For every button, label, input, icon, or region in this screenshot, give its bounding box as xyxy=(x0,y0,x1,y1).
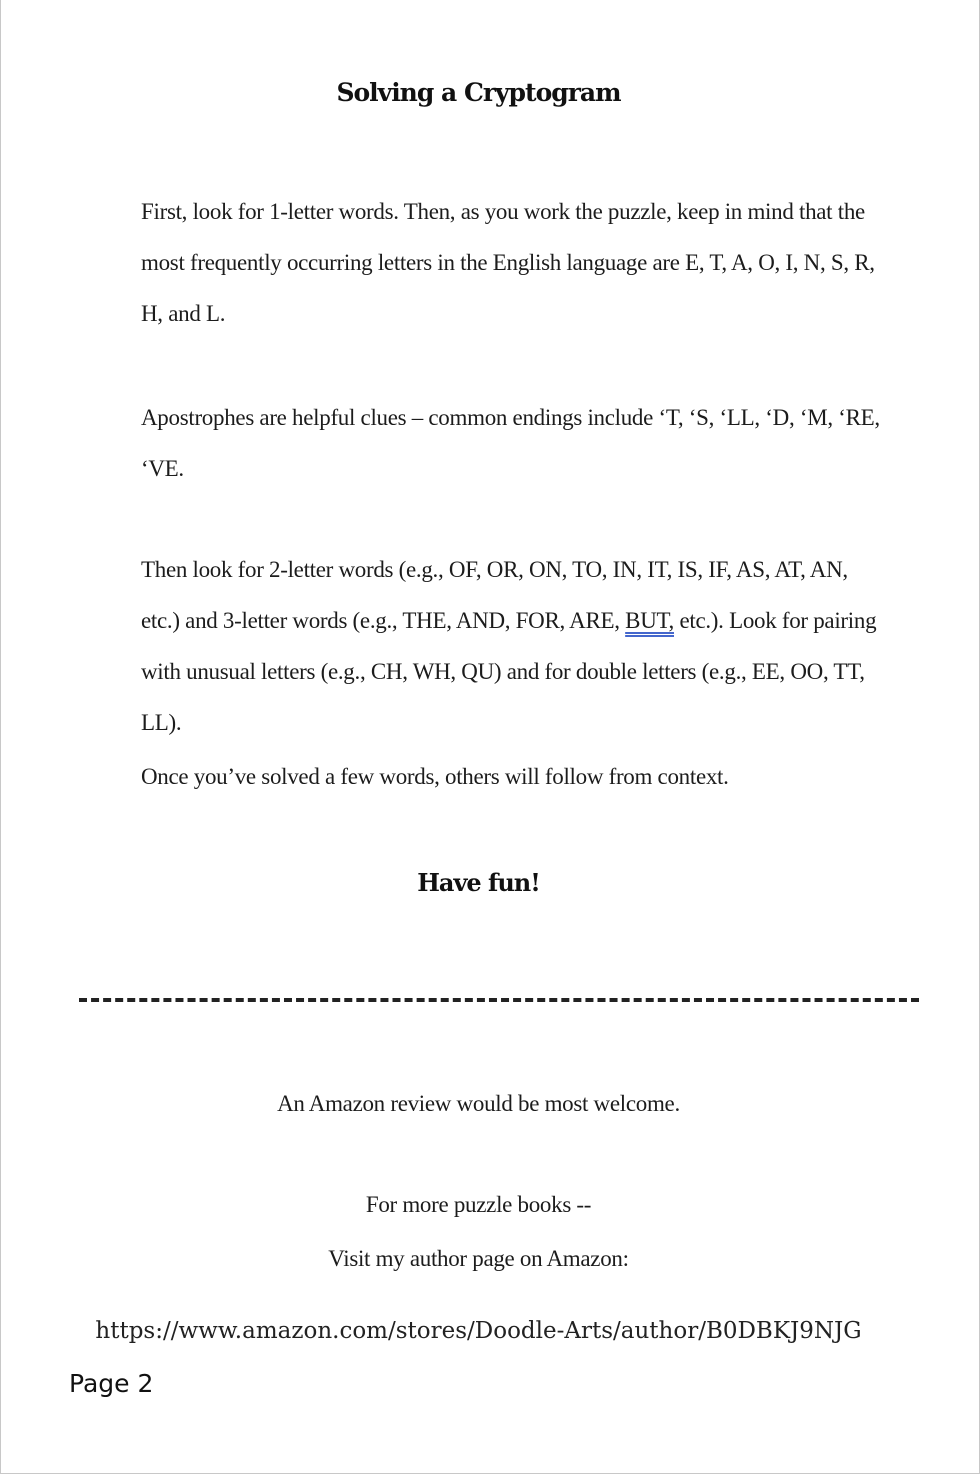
more-books-line: For more puzzle books -- xyxy=(365,1192,592,1217)
author-page-line: Visit my author page on Amazon: xyxy=(328,1246,629,1271)
author-page-url[interactable]: https://www.amazon.com/stores/Doodle-Arts/author/B0DBKJ9NJG xyxy=(95,1318,862,1344)
paragraph-apostrophes: Apostrophes are helpful clues – common endings include ‘T, ‘S, ‘LL, ‘D, ‘M, ‘RE, ‘VE. xyxy=(141,405,880,481)
spellcheck-flagged-word[interactable]: BUT, xyxy=(625,608,674,633)
paragraph-context: Once you’ve solved a few words, others will follow from context. xyxy=(141,764,729,789)
paragraph-two-three-letter-words xyxy=(141,544,881,748)
page-number: Page 2 xyxy=(69,1369,154,1398)
paragraph-one-letter-words: First, look for 1-letter words. Then, as you work the puzzle, keep in mind that the most frequently occurring letters in the English language are E, T, A, O, I, N, S, R, H, and L. xyxy=(141,199,875,326)
page-title: Solving a Cryptogram xyxy=(336,78,621,107)
paragraph-text-end: etc.). Look for pairing with unusual letters (e.g., CH, WH, QU) and for double letters (e.g., EE, OO, TT, LL). xyxy=(141,608,877,735)
have-fun-heading: Have fun! xyxy=(417,868,540,897)
dashed-divider xyxy=(79,998,919,1002)
review-request: An Amazon review would be most welcome. xyxy=(277,1091,680,1116)
paragraph-text-start: Then look for 2-letter words (e.g., OF, OR, ON, TO, IN, IT, IS, IF, AS, AT, AN, etc.) and 3-letter words (e.g., THE, AND, FOR, ARE, xyxy=(141,557,848,633)
document-page xyxy=(1,0,979,1473)
